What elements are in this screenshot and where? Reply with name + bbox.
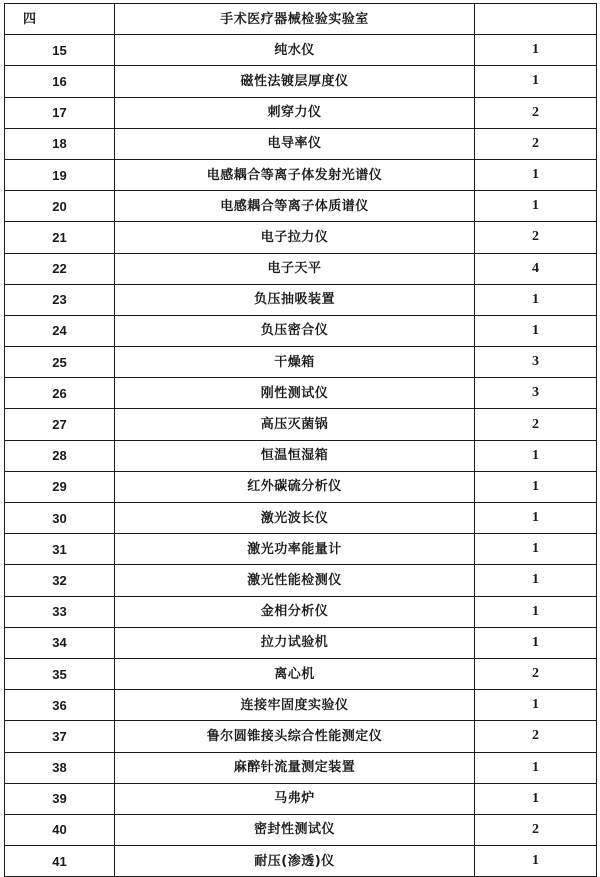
equipment-name-cell [115, 97, 475, 128]
equipment-quantity: 1 [475, 159, 597, 190]
table-row [5, 284, 597, 315]
equipment-name-cell [115, 440, 475, 471]
table-row [5, 471, 597, 502]
equipment-quantity: 4 [475, 253, 597, 284]
row-number: 41 [5, 846, 115, 877]
row-number: 31 [5, 534, 115, 565]
equipment-name-cell [115, 690, 475, 721]
row-number: 39 [5, 783, 115, 814]
table-row [5, 222, 597, 253]
equipment-name-cell [115, 284, 475, 315]
equipment-name: 激光波长仪 [260, 510, 329, 526]
equipment-name-cell [115, 503, 475, 534]
equipment-name-cell [115, 253, 475, 284]
equipment-name: 电子拉力仪 [260, 229, 329, 245]
section-header-row [5, 4, 597, 35]
table-row [5, 721, 597, 752]
row-number: 19 [5, 159, 115, 190]
equipment-quantity: 1 [475, 440, 597, 471]
equipment-name: 连接牢固度实验仪 [240, 697, 349, 713]
equipment-name: 耐压(渗透)仪 [254, 853, 335, 869]
table-row [5, 347, 597, 378]
equipment-name-cell [115, 596, 475, 627]
table-row [5, 159, 597, 190]
equipment-quantity: 2 [475, 658, 597, 689]
equipment-quantity: 1 [475, 534, 597, 565]
equipment-name: 刺穿力仪 [267, 105, 322, 121]
table-row [5, 378, 597, 409]
row-number: 16 [5, 66, 115, 97]
equipment-name-cell [115, 565, 475, 596]
equipment-quantity: 1 [475, 315, 597, 346]
row-number: 22 [5, 253, 115, 284]
table-row [5, 596, 597, 627]
equipment-quantity: 1 [475, 783, 597, 814]
equipment-name-cell [115, 378, 475, 409]
section-title [115, 4, 475, 35]
table-row [5, 191, 597, 222]
equipment-quantity: 2 [475, 721, 597, 752]
equipment-name: 红外碳硫分析仪 [247, 479, 342, 495]
equipment-table-body [5, 4, 597, 877]
equipment-name-cell [115, 159, 475, 190]
equipment-name: 干燥箱 [274, 354, 315, 370]
row-number: 34 [5, 627, 115, 658]
table-row [5, 627, 597, 658]
equipment-quantity: 1 [475, 565, 597, 596]
table-row [5, 253, 597, 284]
equipment-name-cell [115, 752, 475, 783]
equipment-table [4, 3, 597, 877]
table-row [5, 565, 597, 596]
equipment-name: 电导率仪 [267, 136, 322, 152]
table-row [5, 846, 597, 877]
equipment-name-cell [115, 627, 475, 658]
equipment-quantity: 3 [475, 347, 597, 378]
equipment-name-cell [115, 721, 475, 752]
table-row [5, 97, 597, 128]
equipment-name-cell [115, 315, 475, 346]
equipment-quantity: 2 [475, 814, 597, 845]
equipment-quantity: 1 [475, 284, 597, 315]
equipment-quantity: 1 [475, 627, 597, 658]
equipment-quantity: 2 [475, 222, 597, 253]
section-number: 四 [5, 4, 115, 35]
equipment-quantity: 2 [475, 128, 597, 159]
table-row [5, 534, 597, 565]
equipment-name: 麻醉针流量测定装置 [233, 760, 356, 776]
equipment-name-cell [115, 658, 475, 689]
row-number: 40 [5, 814, 115, 845]
table-row [5, 66, 597, 97]
row-number: 17 [5, 97, 115, 128]
equipment-name-cell [115, 846, 475, 877]
table-row [5, 503, 597, 534]
table-row [5, 690, 597, 721]
table-row [5, 128, 597, 159]
equipment-name: 鲁尔圆锥接头综合性能测定仪 [206, 728, 383, 744]
row-number: 28 [5, 440, 115, 471]
equipment-name: 拉力试验机 [260, 635, 329, 651]
row-number: 33 [5, 596, 115, 627]
equipment-quantity: 1 [475, 35, 597, 66]
equipment-name-cell [115, 128, 475, 159]
equipment-quantity: 1 [475, 846, 597, 877]
equipment-name: 负压抽吸装置 [253, 292, 335, 308]
equipment-name-cell [115, 222, 475, 253]
equipment-name-cell [115, 409, 475, 440]
equipment-quantity: 1 [475, 471, 597, 502]
equipment-name: 恒温恒湿箱 [260, 448, 329, 464]
equipment-quantity: 1 [475, 596, 597, 627]
equipment-name-cell [115, 347, 475, 378]
equipment-name: 电感耦合等离子体质谱仪 [220, 198, 369, 214]
equipment-name-cell [115, 66, 475, 97]
row-number: 21 [5, 222, 115, 253]
equipment-name: 密封性测试仪 [253, 822, 335, 838]
equipment-quantity: 1 [475, 191, 597, 222]
equipment-name: 磁性法镀层厚度仪 [240, 73, 349, 89]
table-row [5, 440, 597, 471]
equipment-name: 金相分析仪 [260, 604, 329, 620]
equipment-quantity: 2 [475, 409, 597, 440]
equipment-name: 马弗炉 [274, 791, 315, 807]
row-number: 37 [5, 721, 115, 752]
row-number: 18 [5, 128, 115, 159]
equipment-name: 激光性能检测仪 [247, 572, 342, 588]
equipment-name-cell [115, 534, 475, 565]
equipment-name: 离心机 [274, 666, 315, 682]
equipment-name: 激光功率能量计 [247, 541, 342, 557]
row-number: 15 [5, 35, 115, 66]
table-row [5, 315, 597, 346]
table-row [5, 814, 597, 845]
equipment-quantity: 1 [475, 752, 597, 783]
row-number: 35 [5, 658, 115, 689]
equipment-name: 高压灭菌锅 [260, 417, 329, 433]
equipment-name: 电子天平 [267, 261, 322, 277]
row-number: 27 [5, 409, 115, 440]
table-row [5, 783, 597, 814]
row-number: 32 [5, 565, 115, 596]
equipment-quantity: 2 [475, 97, 597, 128]
row-number: 24 [5, 315, 115, 346]
row-number: 29 [5, 471, 115, 502]
row-number: 30 [5, 503, 115, 534]
equipment-name: 电感耦合等离子体发射光谱仪 [206, 167, 383, 183]
row-number: 36 [5, 690, 115, 721]
equipment-quantity: 1 [475, 503, 597, 534]
equipment-quantity: 3 [475, 378, 597, 409]
equipment-name-cell [115, 191, 475, 222]
table-row [5, 35, 597, 66]
equipment-quantity: 1 [475, 690, 597, 721]
section-title-text: 手术医疗器械检验实验室 [220, 11, 369, 27]
equipment-name-cell [115, 814, 475, 845]
row-number: 38 [5, 752, 115, 783]
equipment-table-page [4, 3, 596, 877]
section-quantity [475, 4, 597, 35]
row-number: 20 [5, 191, 115, 222]
equipment-name: 刚性测试仪 [260, 385, 329, 401]
table-row [5, 409, 597, 440]
table-row [5, 658, 597, 689]
equipment-name: 纯水仪 [274, 42, 315, 58]
equipment-name-cell [115, 783, 475, 814]
row-number: 26 [5, 378, 115, 409]
row-number: 23 [5, 284, 115, 315]
table-row [5, 752, 597, 783]
equipment-name-cell [115, 471, 475, 502]
equipment-quantity: 1 [475, 66, 597, 97]
equipment-name-cell [115, 35, 475, 66]
row-number: 25 [5, 347, 115, 378]
equipment-name: 负压密合仪 [260, 323, 329, 339]
